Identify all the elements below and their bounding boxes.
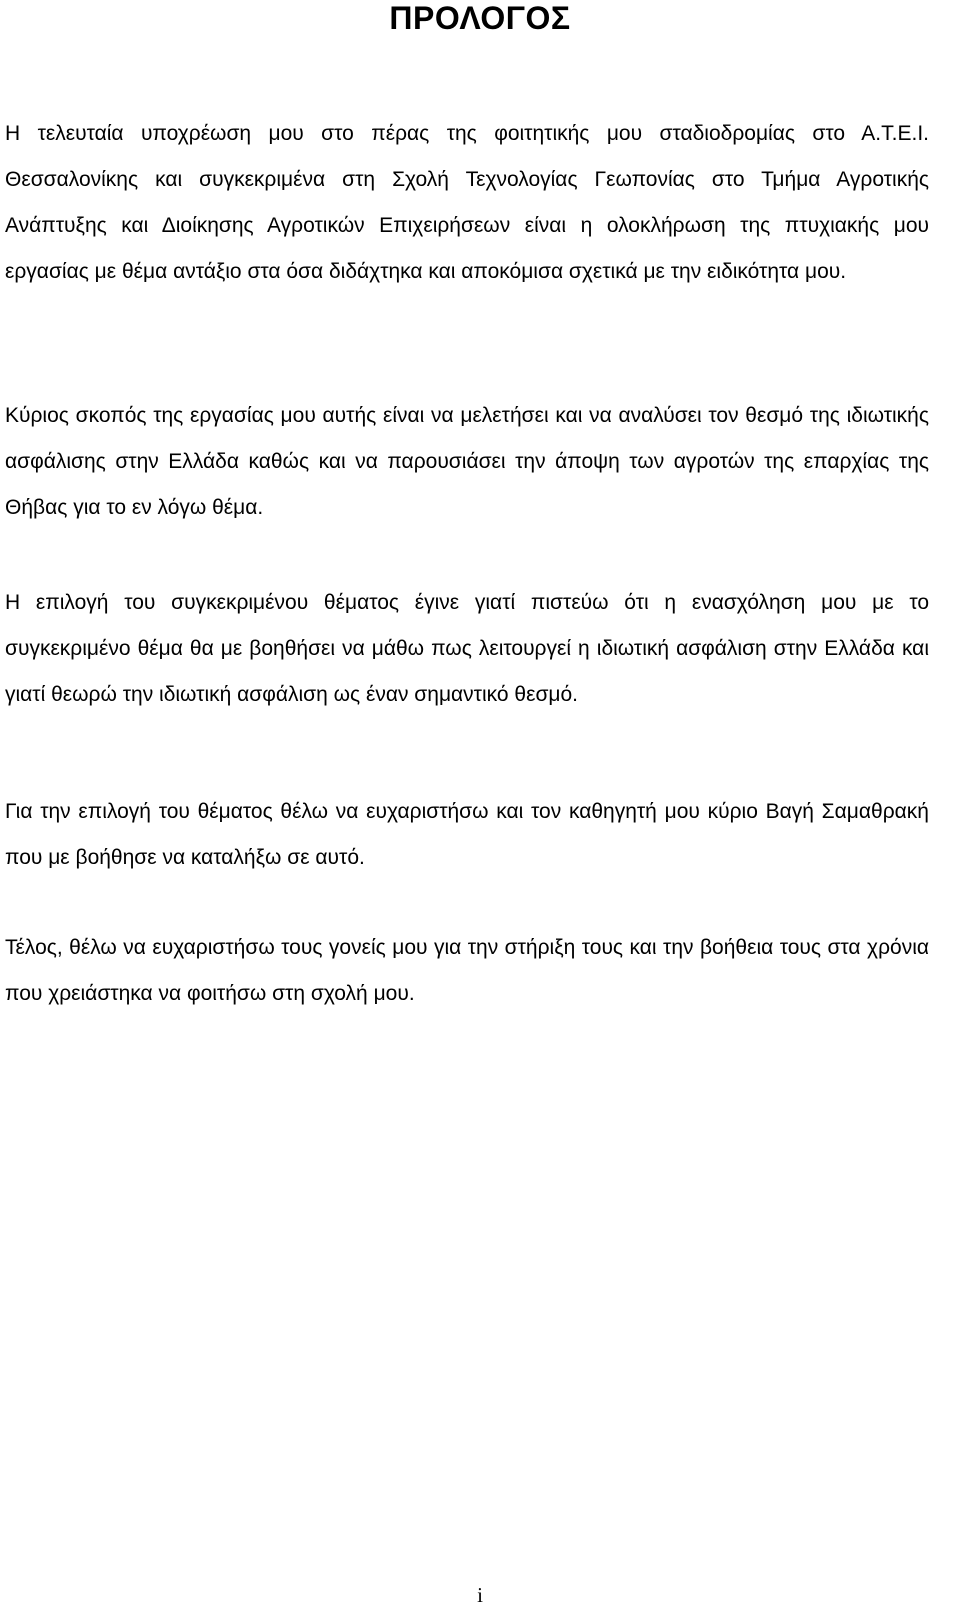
paragraph-intro: Η τελευταία υποχρέωση μου στο πέρας της φοιτητικής μου σταδιοδρομίας στο Α.Τ.Ε.Ι. Θεσσαλονίκης και συγκεκριμένα στη Σχολή Τεχνολογίας Γεωπονίας στο Τμήμα Αγροτικής Ανάπτυξης και Διοίκησης Αγροτικών Επιχειρήσεων είναι η ολοκλήρωση της πτυχιακής μου εργασίας με θέμα αντάξιο στα όσα διδάχτηκα και αποκόμισα σχετικά με την ειδικότητα μου. xyxy=(5,122,929,283)
paragraph-purpose: Κύριος σκοπός της εργασίας μου αυτής είναι να μελετήσει και να αναλύσει τον θεσμό της ιδιωτικής ασφάλισης στην Ελλάδα καθώς και να παρουσιάσει την άποψη των αγροτών της επαρχίας της Θήβας για το εν λόγω θέμα. xyxy=(5,404,929,519)
page-title: ΠΡΟΛΟΓΟΣ xyxy=(389,0,571,36)
paragraph-topic-choice: Η επιλογή του συγκεκριμένου θέματος έγινε γιατί πιστεύω ότι η ενασχόληση μου με το συγκεκριμένο θέμα θα με βοηθήσει να μάθω πως λειτουργεί η ιδιωτική ασφάλιση στην Ελλάδα και γιατί θεωρώ την ιδιωτική ασφάλιση ως έναν σημαντικό θεσμό. xyxy=(5,591,929,706)
paragraph-thanks-parents: Τέλος, θέλω να ευχαριστήσω τους γονείς μου για την στήριξη τους και την βοήθεια τους στα χρόνια που χρειάστηκα να φοιτήσω στη σχολή μου. xyxy=(5,936,929,1005)
paragraph-thanks-professor: Για την επιλογή του θέματος θέλω να ευχαριστήσω και τον καθηγητή μου κύριο Βαγή Σαμαθρακή που με βοήθησε να καταλήξω σε αυτό. xyxy=(5,800,929,869)
page-number: i xyxy=(477,1583,483,1607)
